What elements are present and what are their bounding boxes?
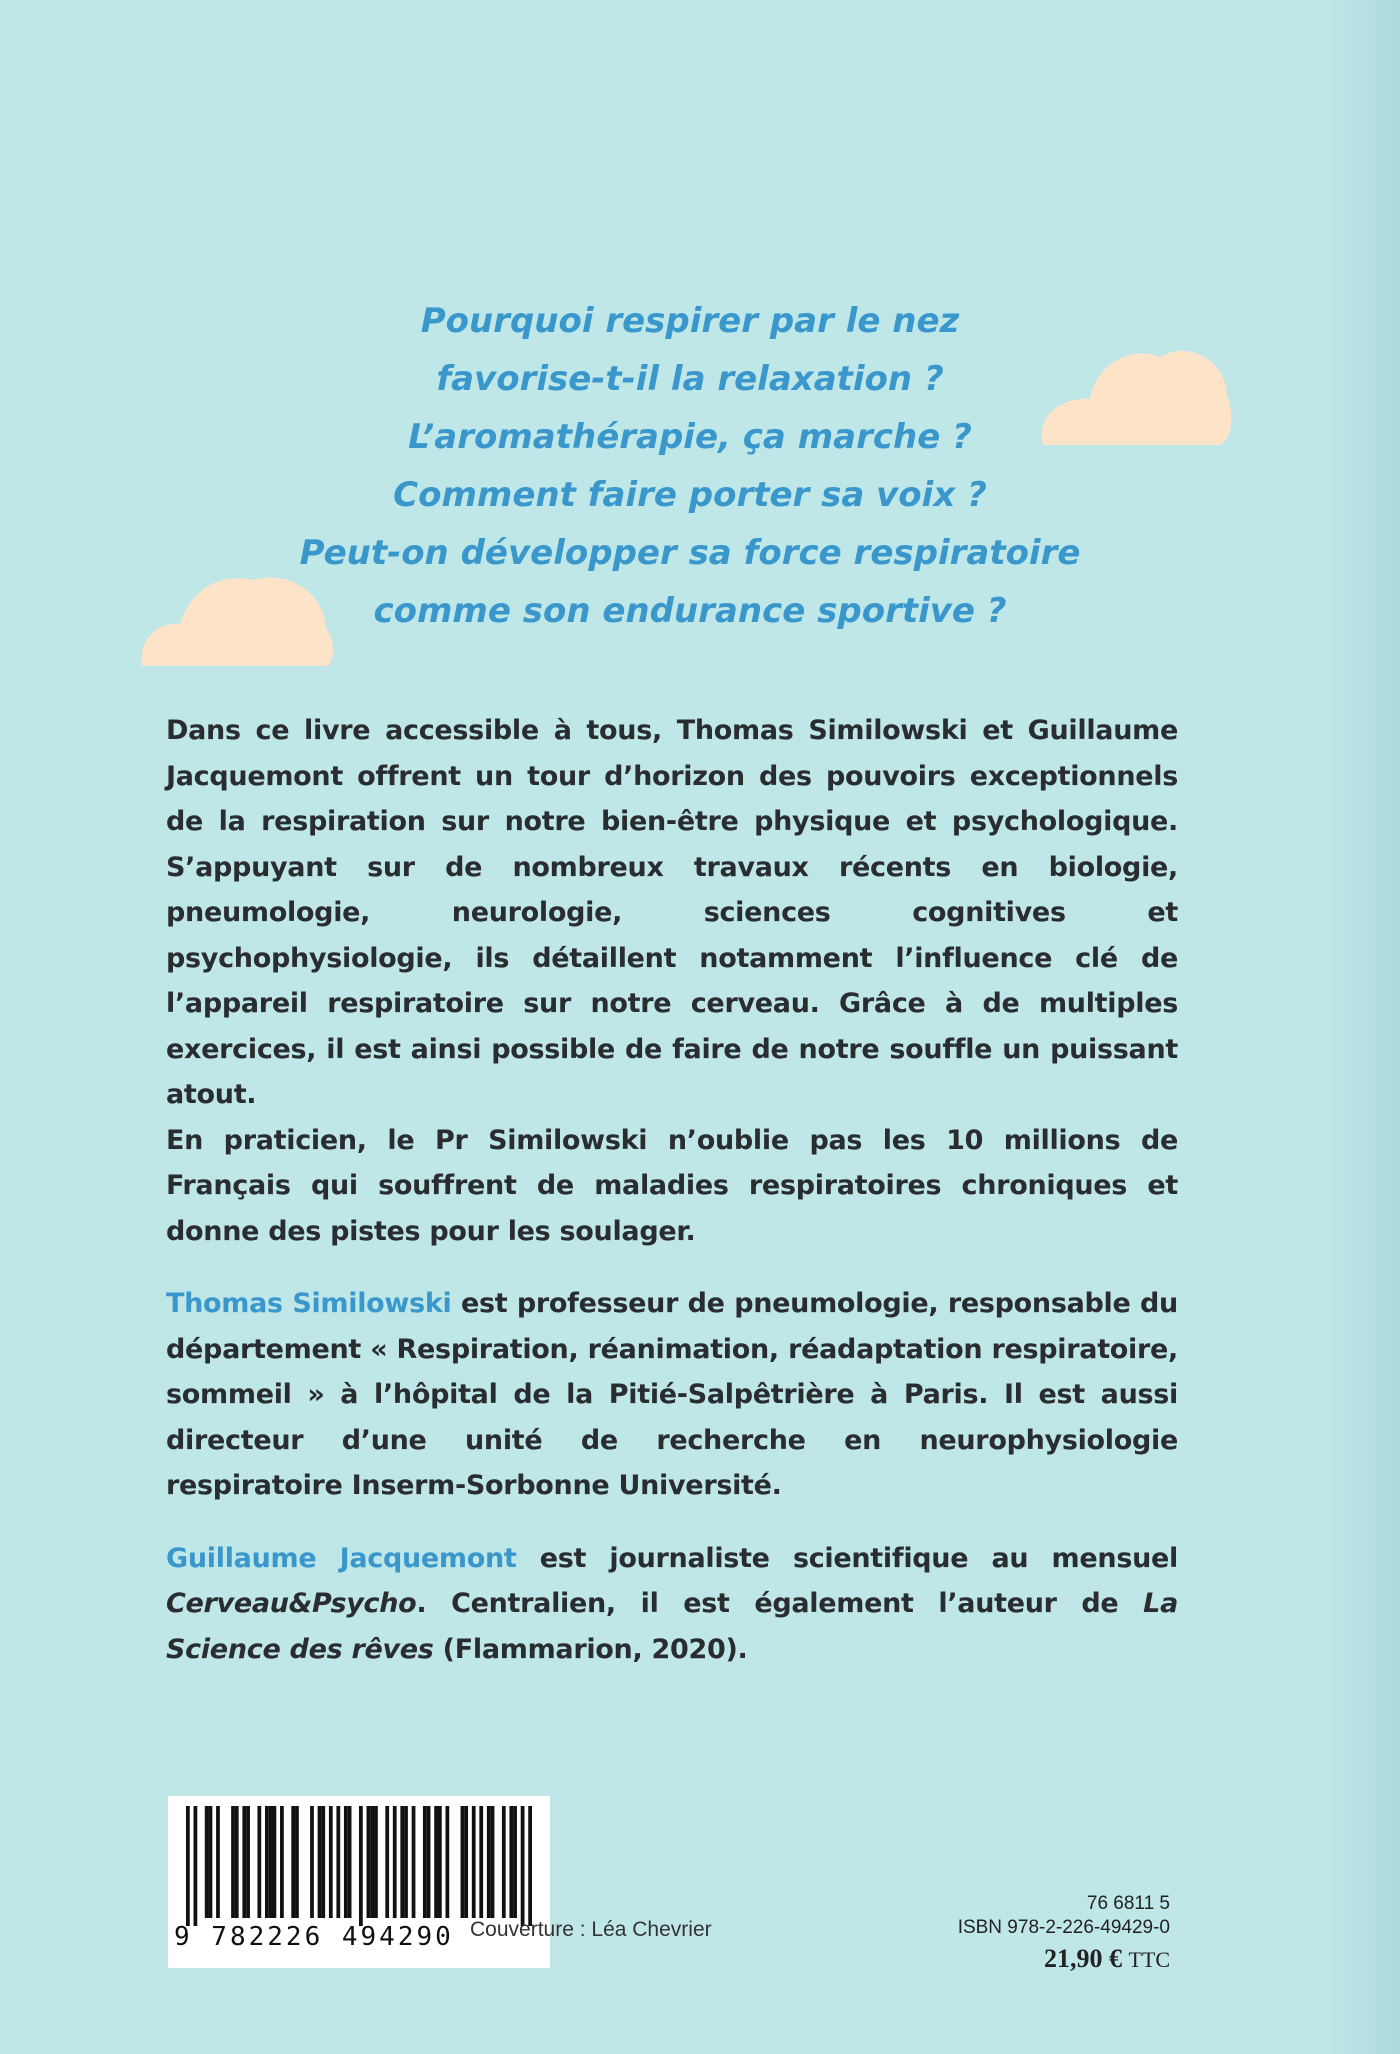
price-ttc: TTC bbox=[1128, 1947, 1170, 1972]
questions-block bbox=[290, 295, 1090, 643]
book-title: La Science des rêves bbox=[166, 1588, 1178, 1665]
magazine-title: Cerveau&Psycho bbox=[166, 1588, 417, 1619]
summary-paragraph: Dans ce livre accessible à tous, Thomas Similowski et Guillaume Jacquemont offrent un tour d’horizon des pouvoirs exceptionnels de la respiration sur notre bien-être physique et psychologique. S’appuyant sur de nombreux travaux récents en biologie, pneumologie, neurologie, sciences cognitives et psychophysiologie, ils détaillent notamment l’influence clé de l’appareil respiratoire sur notre cerveau. Grâce à de multiples exercices, il est ainsi possible de faire de notre souffle un puissant atout. bbox=[166, 715, 1178, 1110]
cover-credit: Couverture : Léa Chevrier bbox=[470, 1918, 712, 1941]
author-bio-text-2: . Centralien, il est également l’auteur de bbox=[416, 1588, 1144, 1619]
isbn: ISBN 978-2-226-49429-0 bbox=[957, 1917, 1170, 1938]
price bbox=[958, 1944, 1170, 1974]
spine-shadow bbox=[1330, 0, 1400, 2054]
question-line-6: comme son endurance sportive ? bbox=[373, 591, 1007, 631]
author-bio-jacquemont bbox=[166, 1536, 1178, 1673]
author-bio-text-3: (Flammarion, 2020). bbox=[433, 1633, 748, 1665]
author-name-similowski: Thomas Similowski bbox=[166, 1288, 452, 1319]
question-line-2: favorise-t-il la relaxation ? bbox=[436, 359, 944, 399]
question-line-5: Peut-on développer sa force respiratoire bbox=[299, 533, 1081, 573]
author-name-jacquemont: Guillaume Jacquemont bbox=[166, 1542, 517, 1574]
summary-paragraph-2: En praticien, le Pr Similowski n’oublie pas les 10 millions de Français qui souffrent de maladies respiratoires chroniques et donne des pistes pour les soulager. bbox=[166, 1124, 1178, 1247]
price-value: 21,90 € bbox=[1043, 1944, 1122, 1973]
question-line-4: Comment faire porter sa voix ? bbox=[393, 475, 987, 515]
back-cover-text bbox=[166, 708, 1178, 1672]
internal-code: 76 6811 5 bbox=[1086, 1893, 1170, 1914]
author-bio-text-1: est journaliste scientifique au mensuel bbox=[516, 1542, 1178, 1574]
barcode bbox=[168, 1796, 550, 1968]
price-block bbox=[958, 1892, 1170, 1974]
author-bio-text-similowski: est professeur de pneumologie, responsable du département « Respiration, réanimation, réadaptation respiratoire, sommeil » à l’hôpital de la Pitié-Salpêtrière à Paris. Il est aussi directeur d’une unité de recherche en neurophysiologie respiratoire Inserm-Sorbonne Université. bbox=[166, 1288, 1178, 1501]
author-bio-similowski bbox=[166, 1281, 1178, 1509]
barcode-digits: 9 782226 494290 bbox=[174, 1922, 454, 1952]
question-line-1: Pourquoi respirer par le nez bbox=[420, 301, 960, 341]
question-line-3: L’aromathérapie, ça marche ? bbox=[408, 417, 972, 457]
barcode-bars-icon bbox=[168, 1796, 550, 1926]
